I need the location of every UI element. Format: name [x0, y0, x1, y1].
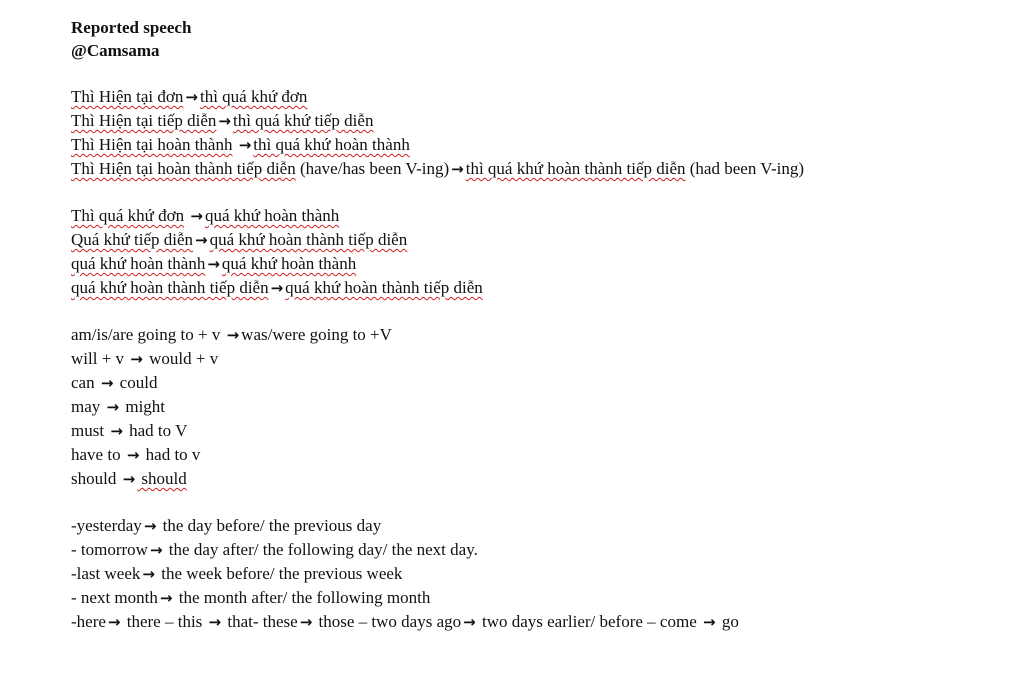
- modal-rule-row: [71, 467, 971, 491]
- rule-source: Thì Hiện tại tiếp diễn: [71, 111, 217, 130]
- tense-rule-row: [71, 109, 971, 133]
- modal-rule-row: [71, 419, 971, 443]
- arrow-right-icon: →: [110, 422, 123, 440]
- rule-segment: -here: [71, 612, 106, 631]
- rule-target: was/were going to +V: [241, 325, 392, 344]
- time-rule-row: [71, 586, 971, 610]
- rule-source: have to: [71, 445, 121, 464]
- tense-rule-row: [71, 252, 971, 276]
- rule-target: had to v: [141, 445, 201, 464]
- arrow-right-icon: →: [100, 374, 114, 392]
- arrow-right-icon: →: [107, 613, 121, 631]
- rule-source: - next month: [71, 588, 158, 607]
- modal-rule-row: [71, 443, 971, 467]
- rule-target: thì quá khứ hoàn thành tiếp diễn: [465, 159, 686, 178]
- arrow-right-icon: →: [142, 565, 155, 583]
- time-rule-row: [71, 562, 971, 586]
- document-title: Reported speech: [71, 18, 192, 37]
- rule-segment: go: [717, 612, 739, 631]
- tense-rule-row: [71, 204, 971, 228]
- arrow-right-icon: →: [299, 613, 313, 631]
- rule-source: Thì quá khứ đơn: [71, 206, 185, 225]
- arrow-right-icon: →: [463, 613, 476, 631]
- rule-source: should: [71, 469, 117, 488]
- rule-target: thì quá khứ đơn: [199, 87, 308, 106]
- arrow-right-icon: →: [130, 350, 143, 368]
- modal-rule-row: [71, 395, 971, 419]
- tense-rule-row: [71, 133, 971, 157]
- arrow-right-icon: →: [270, 279, 284, 297]
- modal-rule-row: [71, 371, 971, 395]
- rule-segment: there – this: [122, 612, 207, 631]
- tense-rule-row: [71, 276, 971, 300]
- rule-source: quá khứ hoàn thành tiếp diễn: [71, 278, 269, 297]
- arrow-right-icon: →: [451, 160, 464, 178]
- arrow-right-icon: →: [185, 88, 198, 106]
- arrow-right-icon: →: [106, 398, 120, 416]
- rule-target: might: [121, 397, 166, 416]
- arrow-right-icon: →: [238, 136, 252, 154]
- rule-segment: those – two days ago: [314, 612, 462, 631]
- rule-source: Thì Hiện tại đơn: [71, 87, 184, 106]
- rule-source: Quá khứ tiếp diễn: [71, 230, 194, 249]
- rule-target: quá khứ hoàn thành tiếp diễn: [285, 278, 483, 297]
- rule-target: thì quá khứ tiếp diễn: [232, 111, 374, 130]
- rule-target: should: [137, 469, 187, 488]
- rule-target: quá khứ hoàn thành tiếp diễn: [209, 230, 408, 249]
- rule-source: must: [71, 421, 105, 440]
- rule-target: the week before/ the previous week: [156, 564, 403, 583]
- arrow-right-icon: →: [126, 446, 140, 464]
- rule-source: am/is/are going to + v: [71, 325, 221, 344]
- rule-target: the day before/ the previous day: [158, 516, 382, 535]
- rule-source: -last week: [71, 564, 141, 583]
- time-rule-row: [71, 538, 971, 562]
- arrow-right-icon: →: [208, 613, 222, 631]
- tense-rule-row: [71, 85, 971, 109]
- rule-source: - tomorrow: [71, 540, 148, 559]
- rule-target: thì quá khứ hoàn thành: [253, 135, 410, 154]
- arrow-right-icon: →: [149, 541, 163, 559]
- rule-source-note: (have/has been V-ing): [295, 159, 450, 178]
- arrow-right-icon: →: [143, 517, 157, 535]
- rule-target: the day after/ the following day/ the next day.: [164, 540, 478, 559]
- rule-target-note: (had been V-ing): [685, 159, 805, 178]
- rule-source: Thì Hiện tại hoàn thành tiếp diễn: [71, 159, 296, 178]
- modal-rule-row: [71, 323, 971, 347]
- time-rule-row: [71, 514, 971, 538]
- arrow-right-icon: →: [703, 613, 716, 631]
- rule-target: would + v: [144, 349, 219, 368]
- rule-target: the month after/ the following month: [174, 588, 431, 607]
- tense-rule-row: [71, 228, 971, 252]
- document-author: @Camsama: [71, 41, 160, 60]
- place-rule-row: [71, 610, 971, 634]
- rule-segment: two days earlier/ before – come: [477, 612, 701, 631]
- rule-source: -yesterday: [71, 516, 142, 535]
- rule-target: quá khứ hoàn thành: [221, 254, 357, 273]
- arrow-right-icon: →: [190, 207, 203, 225]
- rule-source: can: [71, 373, 95, 392]
- rule-target: could: [115, 373, 158, 392]
- rule-source: Thì Hiện tại hoàn thành: [71, 135, 233, 154]
- arrow-right-icon: →: [122, 470, 136, 488]
- rule-segment: that- these: [223, 612, 298, 631]
- rule-source: may: [71, 397, 101, 416]
- rule-target: had to V: [124, 421, 188, 440]
- arrow-right-icon: →: [226, 326, 240, 344]
- arrow-right-icon: →: [218, 112, 231, 130]
- modal-rule-row: [71, 347, 971, 371]
- arrow-right-icon: →: [195, 231, 208, 249]
- arrow-right-icon: →: [159, 589, 173, 607]
- rule-target: quá khứ hoàn thành: [204, 206, 340, 225]
- rule-source: quá khứ hoàn thành: [71, 254, 206, 273]
- document-page: [71, 16, 971, 634]
- tense-rule-row: [71, 157, 931, 181]
- arrow-right-icon: →: [207, 255, 220, 273]
- rule-source: will + v: [71, 349, 125, 368]
